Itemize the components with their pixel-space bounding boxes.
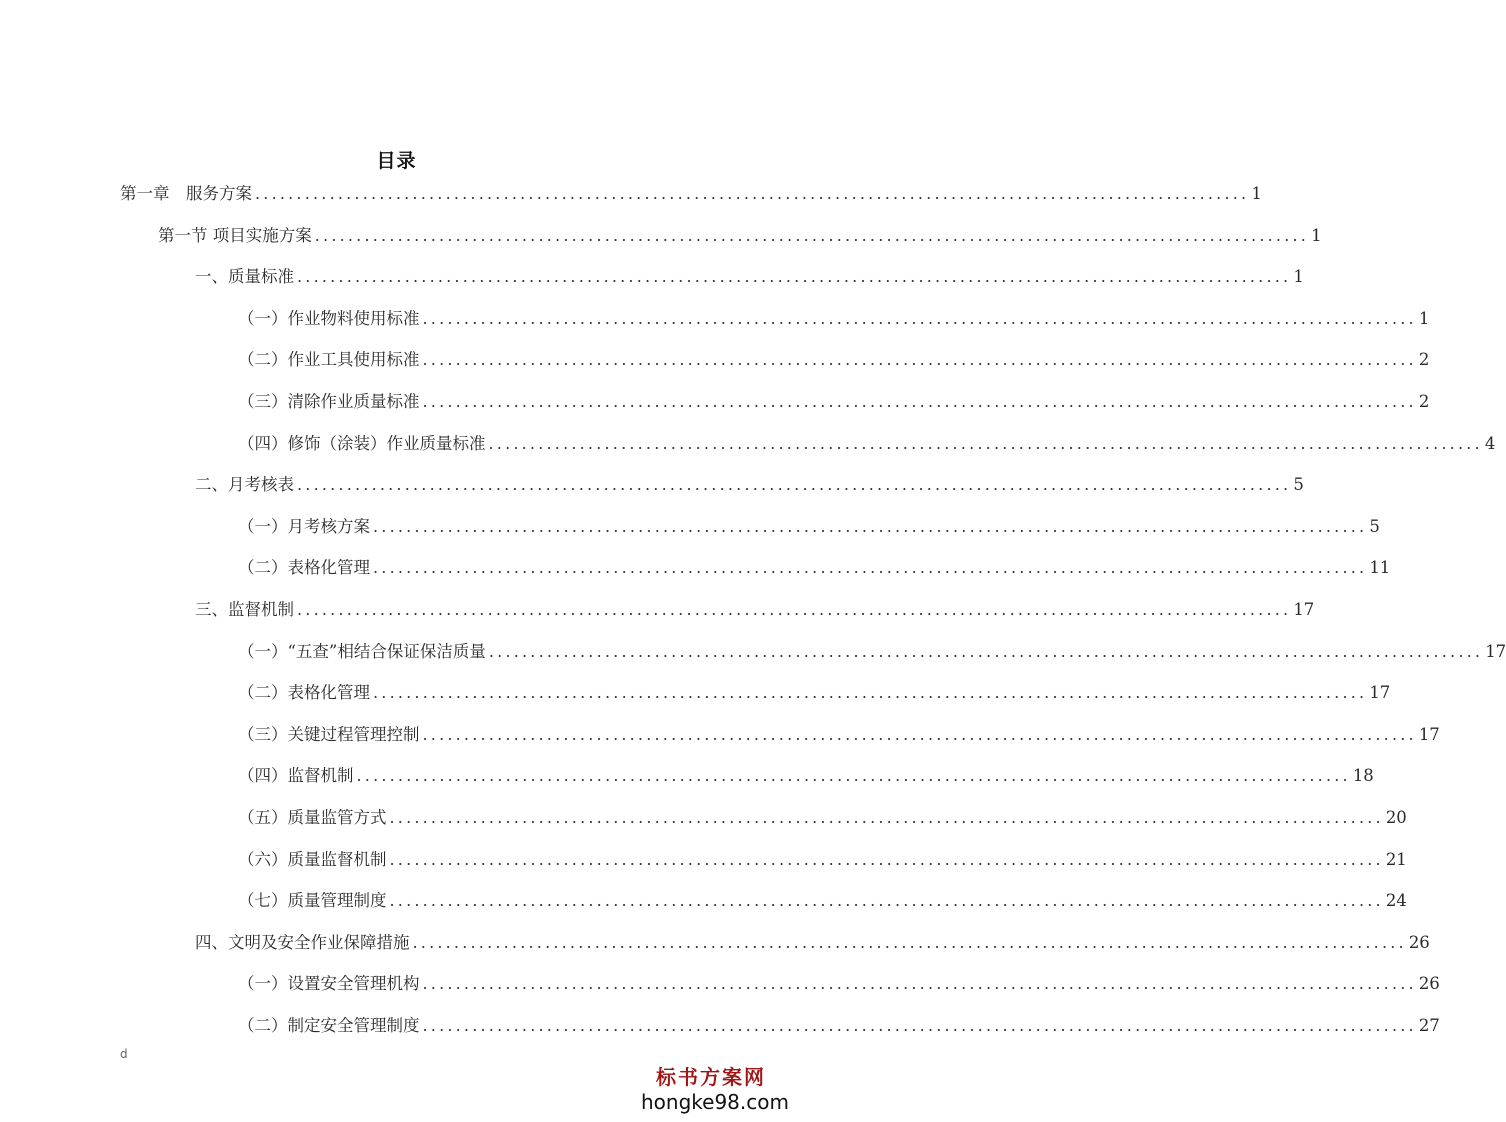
toc-entry[interactable] bbox=[158, 223, 1322, 249]
toc-entry-label: （二）表格化管理 bbox=[238, 558, 370, 577]
toc-entry-page: 1 bbox=[1311, 226, 1322, 245]
toc-leader-dots: ........................................................................................................................ bbox=[389, 891, 1384, 910]
toc-entry-label: 一、质量标准 bbox=[195, 267, 294, 286]
toc-entry-page: 27 bbox=[1418, 1016, 1440, 1035]
toc-leader-dots: ........................................................................................................................ bbox=[488, 434, 1483, 453]
toc-leader-dots: ........................................................................................................................ bbox=[422, 1016, 1417, 1035]
toc-entry-label: （四）修饰（涂装）作业质量标准 bbox=[238, 434, 486, 453]
toc-entry-label: 第一节 项目实施方案 bbox=[158, 226, 312, 245]
toc-entry-page: 17 bbox=[1369, 683, 1391, 702]
toc-entry-page: 20 bbox=[1385, 808, 1407, 827]
toc-entry[interactable] bbox=[238, 555, 1391, 581]
toc-leader-dots: ........................................................................................................................ bbox=[255, 184, 1250, 203]
toc-entry-label: （五）质量监管方式 bbox=[238, 808, 387, 827]
toc-entry[interactable] bbox=[195, 472, 1304, 498]
toc-leader-dots: ........................................................................................................................ bbox=[297, 600, 1292, 619]
toc-entry-page: 1 bbox=[1293, 267, 1304, 286]
toc-entry[interactable] bbox=[238, 680, 1391, 706]
toc-entry[interactable] bbox=[238, 888, 1407, 914]
toc-leader-dots: ........................................................................................................................ bbox=[412, 933, 1407, 952]
toc-entry[interactable] bbox=[238, 639, 1506, 665]
toc-leader-dots: ........................................................................................................................ bbox=[297, 475, 1292, 494]
toc-entry-label: （一）设置安全管理机构 bbox=[238, 974, 420, 993]
toc-leader-dots: ........................................................................................................................ bbox=[389, 850, 1384, 869]
toc-entry-page: 18 bbox=[1352, 766, 1374, 785]
toc-entry-page: 24 bbox=[1385, 891, 1407, 910]
toc-entry-label: （一）作业物料使用标准 bbox=[238, 309, 420, 328]
toc-leader-dots: ........................................................................................................................ bbox=[422, 309, 1417, 328]
toc-leader-dots: ........................................................................................................................ bbox=[422, 974, 1417, 993]
toc-entry-page: 26 bbox=[1408, 933, 1430, 952]
toc-entry-page: 4 bbox=[1484, 434, 1496, 453]
toc-entry-label: （三）清除作业质量标准 bbox=[238, 392, 420, 411]
toc-entry-page: 21 bbox=[1385, 850, 1407, 869]
toc-entry-page: 5 bbox=[1369, 517, 1380, 536]
toc-entry-label: （七）质量管理制度 bbox=[238, 891, 387, 910]
watermark-logo bbox=[641, 1064, 789, 1114]
toc-entry[interactable] bbox=[238, 431, 1496, 457]
toc-entry[interactable] bbox=[195, 597, 1315, 623]
toc-entry-label: （四）监督机制 bbox=[238, 766, 354, 785]
toc-leader-dots: ........................................................................................................................ bbox=[422, 392, 1417, 411]
toc-leader-dots: ........................................................................................................................ bbox=[356, 766, 1351, 785]
footer-mark: d bbox=[120, 1047, 128, 1061]
toc-leader-dots: ........................................................................................................................ bbox=[297, 267, 1292, 286]
toc-entry[interactable] bbox=[238, 805, 1407, 831]
watermark-name: 标书方案网 bbox=[656, 1065, 766, 1089]
toc-entry-page: 17 bbox=[1418, 725, 1440, 744]
toc-entry[interactable] bbox=[238, 306, 1430, 332]
toc-entry[interactable] bbox=[238, 514, 1380, 540]
toc-entry-label: （二）表格化管理 bbox=[238, 683, 370, 702]
toc-entry-label: （三）关键过程管理控制 bbox=[238, 725, 420, 744]
toc-entry-label: 二、月考核表 bbox=[195, 475, 294, 494]
toc-leader-dots: ........................................................................................................................ bbox=[373, 517, 1368, 536]
toc-entry[interactable] bbox=[238, 722, 1440, 748]
toc-entry-page: 26 bbox=[1418, 974, 1440, 993]
toc-entry-label: （一）月考核方案 bbox=[238, 517, 370, 536]
toc-entry-page: 2 bbox=[1418, 350, 1430, 369]
toc-leader-dots: ........................................................................................................................ bbox=[488, 642, 1484, 661]
toc-entry[interactable] bbox=[238, 847, 1407, 873]
toc-entry-page: 11 bbox=[1369, 558, 1391, 577]
toc-entry[interactable] bbox=[238, 347, 1430, 373]
toc-entry-label: （一）“五查”相结合保证保洁质量 bbox=[238, 642, 486, 661]
toc-entry-label: 第一章 服务方案 bbox=[120, 184, 252, 203]
toc-entry-page: 5 bbox=[1293, 475, 1304, 494]
toc-entry-page: 2 bbox=[1418, 392, 1430, 411]
toc-entry-page: 17 bbox=[1293, 600, 1315, 619]
toc-entry-label: （二）制定安全管理制度 bbox=[238, 1016, 420, 1035]
toc-leader-dots: ........................................................................................................................ bbox=[373, 683, 1368, 702]
toc-entry[interactable] bbox=[238, 763, 1374, 789]
toc-entry-page: 1 bbox=[1251, 184, 1262, 203]
toc-entry[interactable] bbox=[195, 930, 1430, 956]
toc-leader-dots: ........................................................................................................................ bbox=[422, 350, 1417, 369]
toc-entry-label: （二）作业工具使用标准 bbox=[238, 350, 420, 369]
toc-entry[interactable] bbox=[238, 971, 1440, 997]
toc-entry-label: 三、监督机制 bbox=[195, 600, 294, 619]
watermark-url: hongke98.com bbox=[641, 1090, 789, 1114]
toc-leader-dots: ........................................................................................................................ bbox=[314, 226, 1310, 245]
toc-leader-dots: ........................................................................................................................ bbox=[373, 558, 1368, 577]
toc-entry[interactable] bbox=[195, 264, 1304, 290]
toc-entry[interactable] bbox=[120, 181, 1262, 207]
toc-entry-label: （六）质量监督机制 bbox=[238, 850, 387, 869]
toc-entry[interactable] bbox=[238, 389, 1430, 415]
toc-entry-page: 1 bbox=[1418, 309, 1430, 328]
toc-leader-dots: ........................................................................................................................ bbox=[389, 808, 1384, 827]
toc-entry[interactable] bbox=[238, 1013, 1440, 1039]
toc-entry-page: 17 bbox=[1485, 642, 1506, 661]
toc-title: 目录 bbox=[376, 150, 417, 172]
toc-leader-dots: ........................................................................................................................ bbox=[422, 725, 1417, 744]
toc-entry-label: 四、文明及安全作业保障措施 bbox=[195, 933, 410, 952]
